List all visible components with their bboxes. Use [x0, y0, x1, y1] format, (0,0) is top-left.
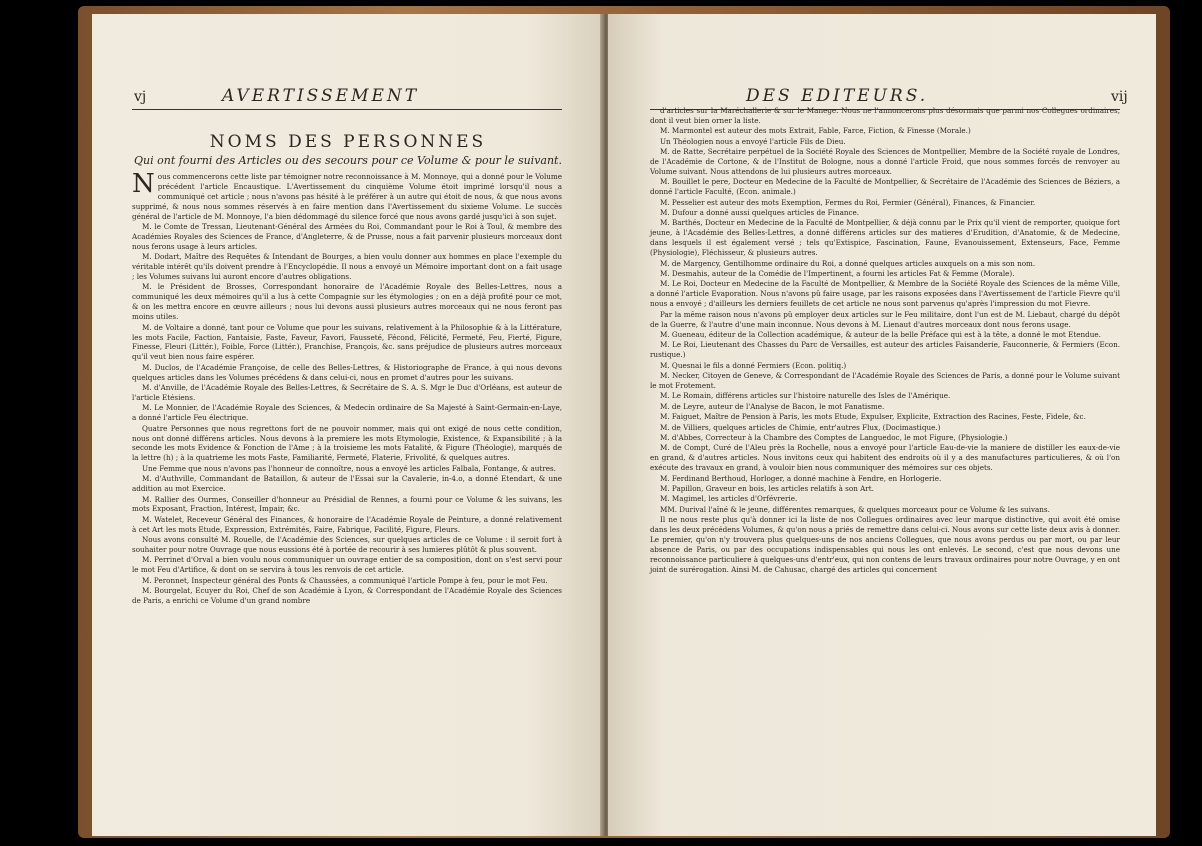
paragraph: d'articles sur la Maréchallerie & sur le Manege. Nous ne l'annoncerons plus désormais que parmi nos Collegues ordinaires, dont il veut bien orner la liste.	[650, 106, 1120, 125]
right-text-column	[650, 106, 1120, 821]
paragraph: M. Ferdinand Berthoud, Horloger, a donné machine à Fendre, en Horlogerie.	[660, 473, 942, 483]
paragraph: M. Bourgelat, Ecuyer du Roi, Chef de son Académie à Lyon, & Correspondant de l'Académie Royale des Sciences de Paris, a enrichi ce Volume d'un grand nombre	[132, 586, 562, 606]
paragraph: M. Faiguet, Maître de Pension à Paris, les mots Etude, Expulser, Explicite, Extraction des Racines, Feste, Fidele, &c.	[660, 412, 1086, 422]
paragraph: Il ne nous reste plus qu'à donner ici la liste de nos Collegues ordinaires avec leur marque distinctive, qui avoit été omise dans les deux précédens Volumes, & qu'on nous a priés de remettre dans celui-ci. Nous avons sur cette liste deux avis à donner. Le premier, qu'on n'y trouvera plus quelques-uns de nos anciens Collegues, que nous avons perdus ou par mort, ou par leur absence de Paris, ou par des occupations indispensables qui nous les ont enlevés. Le second, c'est que nous devons une reconnoissance particuliere à quelques-uns d'entr'eux, qui non contens de leurs travaux ordinaires pour notre Ouvrage, y en ont joint de surérogation. Ainsi M. de Cahusac, chargé des articles qui concernent	[650, 515, 1120, 574]
paragraph: M. Dufour a donné aussi quelques articles de Finance.	[660, 208, 860, 218]
paragraph: M. Quesnai le fils a donné Fermiers (Econ. politiq.)	[660, 360, 847, 370]
paragraph: M. Magimel, les articles d'Orfévrerie.	[660, 494, 798, 504]
paragraph: M. Pesselier est auteur des mots Exemption, Fermes du Roi, Fermier (Général), Finances, & Financier.	[660, 197, 1036, 207]
paragraph: Une Femme que nous n'avons pas l'honneur de connoître, nous a envoyé les articles Falbala, Fontange, & autres.	[142, 463, 556, 473]
paragraph: M. Marmontel est auteur des mots Extrait, Fable, Farce, Fiction, & Finesse (Morale.)	[660, 126, 971, 136]
right-page	[608, 14, 1156, 836]
paragraph: M. Rallier des Ourmes, Conseiller d'honneur au Présidial de Rennes, a fourni pour ce Volume & les suivans, les mots Exposant, Fraction, Intérest, Impair, &c.	[132, 494, 562, 514]
drop-cap: N	[132, 169, 155, 199]
paragraph: M. Bouillet le pere, Docteur en Medecine de la Faculté de Montpellier, & Secrétaire de l'Académie des Sciences de Béziers, a donné l'article Faculté, (Econ. animale.)	[650, 177, 1120, 197]
first-paragraph	[132, 169, 562, 222]
paragraph: M. le Président de Brosses, Correspondant honoraire de l'Académie Royale des Belles-Lettres, nous a communiqué les deux mémoires qu'il a lus à cette Compagnie sur les étymologies ; on en a déjà profité pour ce mot, & on les mettra encore en œuvre ailleurs ; nous lui devons aussi plusieurs autres morceaux qui ne nous feront pas moins utiles.	[132, 282, 562, 322]
paragraph: M. de Voltaire a donné, tant pour ce Volume que pour les suivans, relativement à la Philosophie & à la Littérature, les mots Facile, Faction, Fantaisie, Faste, Faveur, Favori, Fausseté, Fécond, Félicité, Fermeté, Feu, Fierté, Figure, Finesse, Fleuri (Littér.), Foible, Force (Littér.), Franchise, François, &c. sans préjudice de plusieurs autres morceaux qu'il veut bien nous faire espérer.	[132, 322, 562, 362]
paragraph: M. Watelet, Receveur Général des Finances, & honoraire de l'Académie Royale de Peinture, a donné relativement à cet Art les mots Etude, Expression, Extrémités, Faire, Fabrique, Facilité, Figure, Fleurs.	[132, 514, 562, 534]
paragraph: M. Le Roi, Lieutenant des Chasses du Parc de Versailles, est auteur des articles Faisanderie, Fauconnerie, & Fermiers (Econ. rustique.)	[650, 340, 1120, 360]
running-head: DES EDITEURS.	[746, 86, 929, 106]
left-text-column	[132, 169, 562, 817]
paragraph: M. de Leyre, auteur de l'Analyse de Bacon, le mot Fanatisme.	[660, 401, 885, 411]
paragraph: M. de Compt, Curé de l'Aleu près la Rochelle, nous a envoyé pour l'article Eau-de-vie la maniere de distiller les eaux-de-vie en grand, & d'autres articles. Nous invitons ceux qui habitent des endroits où il y a des manufactures particulieres, & où l'on exécute des travaux en grand, à vouloir bien nous communiquer des mémoires sur ces objets.	[650, 443, 1120, 473]
paragraph: M. de Margency, Gentilhomme ordinaire du Roi, a donné quelques articles auxquels on a mis son nom.	[660, 258, 1036, 268]
paragraph: M. le Comte de Tressan, Lieutenant-Général des Armées du Roi, Commandant pour le Roi à Toul, & membre des Académies Royales des Sciences de France, d'Angleterre, & de Prusse, nous a fait parvenir plusieurs morceaux dont nous ferons usage à leurs articles.	[132, 222, 562, 251]
paragraph: M. de Ratte, Secrétaire perpétuel de la Société Royale des Sciences de Montpellier, Membre de la Société royale de Londres, de l'Académie de Cortone, & de l'Institut de Bologne, nous a donné l'article Froid, que nous sommes forcés de renvoyer au Volume suivant. Nous attendons de lui plusieurs autres morceaux.	[650, 147, 1120, 176]
paragraph: M. Peronnet, Inspecteur général des Ponts & Chaussées, a communiqué l'article Pompe à feu, pour le mot Feu.	[142, 575, 548, 585]
page-number: vij	[1111, 89, 1128, 105]
paragraph: M. de Villiers, quelques articles de Chimie, entr'autres Flux, (Docimastique.)	[660, 422, 941, 432]
paragraph: M. Dodart, Maître des Requêtes & Intendant de Bourges, a bien voulu donner aux hommes en place l'exemple du véritable intérêt qu'ils doivent prendre à l'Encyclopédie. Il nous a envoyé un Mémoire important dont on a fait usage ; les Volumes suivans lui auront encore d'autres obligations.	[132, 252, 562, 282]
paragraph: M. Gueneau, éditeur de la Collection académique, & auteur de la belle Préface qui est à la tête, a donné le mot Etendue.	[660, 329, 1101, 339]
paragraph: M. Le Monnier, de l'Académie Royale des Sciences, & Medecin ordinaire de Sa Majesté à Saint-Germain-en-Laye, a donné l'article Feu électrique.	[132, 403, 562, 423]
paragraph: Quatre Personnes que nous regrettons fort de ne pouvoir nommer, mais qui ont exigé de nous cette condition, nous ont donné différens articles. Nous devons à la premiere les mots Etymologie, Existence, & Expansibilité ; à la seconde les mots Evidence & Fonction de l'Ame ; à la troisieme les mots Fatalité, & Figure (Théologie), marqués de la lettre (h) ; à la quatrieme les mots Faste, Familiarité, Fermeté, Flaterie, Frivolité, & quelques autres.	[132, 423, 562, 463]
paragraph: Par la même raison nous n'avons pû employer deux articles sur le Feu militaire, dont l'un est de M. Liebaut, chargé du dépôt de la Guerre, & l'autre d'une main inconnue. Nous devons à M. Lienaut d'autres morceaux dont nous ferons usage.	[650, 309, 1120, 329]
paragraph: M. Perrinet d'Orval a bien voulu nous communiquer un ouvrage entier de sa composition, dont on s'est servi pour le mot Feu d'Artifice, & dont on se servira à tous les renvois de cet article.	[132, 555, 562, 575]
paragraph: M. Desmahis, auteur de la Comédie de l'Impertinent, a fourni les articles Fat & Femme (Morale).	[660, 269, 1015, 278]
left-page	[92, 14, 604, 836]
paragraph: M. Barthés, Docteur en Medecine de la Faculté de Montpellier, & déjà connu par le Prix qu'il vient de remporter, quoique fort jeune, à l'Académie des Belles-Lettres, a donné différens articles sur des matieres d'Erudition, d'Anatomie, & de Medecine, dans lesquels il est également versé ; tels qu'Extispice, Fascination, Faune, Evanouissement, Extenseurs, Face, Femme (Physiologie), Fléchisseur, & plusieurs autres.	[650, 218, 1120, 258]
first-paragraph-text: ous commencerons cette liste par témoigner notre reconnoissance à M. Monnoye, qui a donné pour le Volume précédent l'article Encaustique. L'Avertissement du cinquième Volume étoit imprimé lorsqu'il nous a communiqué cet article ; nous n'avons pas hésité à le préférer à un autre qui étoit de nous, & que nous avons supprimé, & nous nous sommes réservés à en faire mention dans l'Avertissement du sixieme Volume. Le succès général de l'article de M. Monnoye, l'a bien dédommagé du silence forcé que nous avons gardé jusqu'ici à son sujet.	[132, 172, 562, 221]
section-subtitle: Qui ont fourni des Articles ou des secours pour ce Volume & pour le suivant.	[134, 154, 562, 167]
paragraph: M. Le Roi, Docteur en Medecine de la Faculté de Montpellier, & Membre de la Société Royale des Sciences de la même Ville, a donné l'article Evaporation. Nous n'avons pû faire usage, par les raisons exposées dans l'Avertissement de l'article Fievre qu'il nous a envoyé ; d'ailleurs les derniers feuillets de cet article ne nous sont parvenus qu'après l'impression du mot Fievre.	[650, 279, 1120, 309]
paragraph: M. Papillon, Graveur en bois, les articles relatifs à son Art.	[660, 484, 874, 494]
running-head: AVERTISSEMENT	[222, 86, 420, 106]
paragraph: M. Duclos, de l'Académie Françoise, de celle des Belles-Lettres, & Historiographe de France, à qui nous devons quelques articles dans les Volumes précédens & dans celui-ci, nous en promet d'autres pour les suivans.	[132, 362, 562, 382]
page-number: vj	[134, 89, 147, 105]
paragraph: M. Necker, Citoyen de Geneve, & Correspondant de l'Académie Royale des Sciences de Paris, a donné pour le Volume suivant le mot Frotement.	[650, 371, 1120, 390]
paragraph: M. d'Abbes, Correcteur à la Chambre des Comptes de Languedoc, le mot Figure, (Physiologie.)	[660, 433, 1008, 442]
paragraph: M. d'Authville, Commandant de Bataillon, & auteur de l'Essai sur la Cavalerie, in-4.o, a donné Etendart, & une addition au mot Exercice.	[132, 474, 562, 494]
paragraph: M. Le Romain, différens articles sur l'histoire naturelle des Isles de l'Amérique.	[660, 391, 951, 401]
paragraph: M. d'Anville, de l'Académie Royale des Belles-Lettres, & Secrétaire de S. A. S. Mgr le Duc d'Orléans, est auteur de l'article Etésiens.	[132, 383, 562, 402]
paragraph: Un Théologien nous a envoyé l'article Fils de Dieu.	[660, 136, 846, 146]
paragraph: MM. Durival l'aîné & le jeune, différentes remarques, & quelques morceaux pour ce Volume & les suivans.	[660, 504, 1050, 514]
header-rule	[132, 109, 562, 110]
paragraph: Nous avons consulté M. Rouelle, de l'Académie des Sciences, sur quelques articles de ce Volume : il seroit fort à souhaiter pour notre Ouvrage que nous eussions été à portée de recourir à ses lumieres plûtôt & plus souvent.	[132, 535, 562, 555]
section-title: NOMS DES PERSONNES	[209, 132, 487, 152]
